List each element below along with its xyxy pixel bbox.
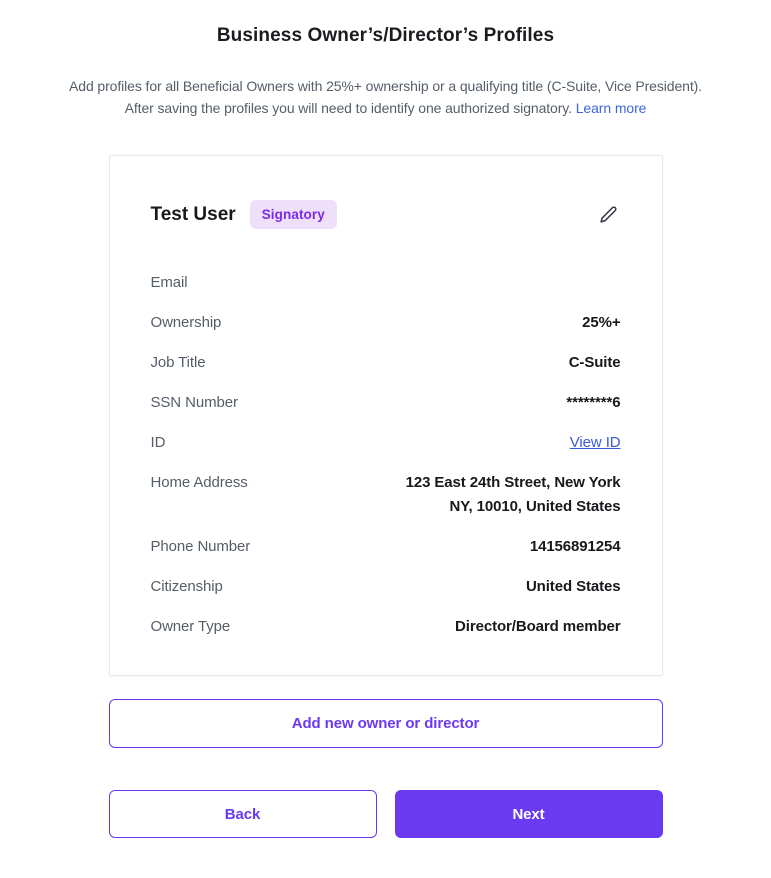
- signatory-badge: Signatory: [250, 200, 337, 229]
- field-row-home-address: [151, 471, 621, 519]
- page-title: Business Owner’s/Director’s Profiles: [216, 25, 555, 46]
- back-button[interactable]: Back: [109, 790, 377, 838]
- next-button[interactable]: Next: [395, 790, 663, 838]
- subtitle-line-2-text: After saving the profiles you will need to identify one authorized signatory.: [124, 100, 572, 116]
- subtitle-line-2: [0, 97, 771, 119]
- page-subtitle: [0, 75, 771, 119]
- field-row-job-title: [151, 351, 621, 375]
- field-label-home-address: Home Address: [150, 474, 248, 491]
- field-row-citizenship: [151, 575, 621, 599]
- field-label-id: ID: [150, 434, 166, 451]
- page: [0, 24, 771, 854]
- subtitle-line-1: Add profiles for all Beneficial Owners with 25%+ ownership or a qualifying title (C-Suite, Vice President).: [69, 78, 702, 94]
- field-value-job-title: C-Suite: [568, 354, 621, 371]
- view-id-link[interactable]: View ID: [569, 434, 621, 451]
- field-label-owner-type: Owner Type: [150, 618, 231, 635]
- field-value-ssn: ********6: [566, 394, 621, 411]
- profile-card-header: [151, 200, 621, 229]
- home-address-line-1: 123 East 24th Street, New York: [405, 474, 621, 491]
- field-label-citizenship: Citizenship: [150, 578, 223, 595]
- field-label-job-title: Job Title: [150, 354, 206, 371]
- field-value-home-address: [406, 471, 621, 519]
- profile-fields: [151, 271, 621, 639]
- pencil-icon: [597, 204, 619, 226]
- field-value-citizenship: United States: [525, 578, 621, 595]
- owner-name: Test User: [150, 203, 236, 225]
- field-row-owner-type: [151, 615, 621, 639]
- field-value-ownership: 25%+: [582, 314, 621, 331]
- field-row-id: [151, 431, 621, 455]
- footer-actions: [109, 790, 663, 838]
- field-label-ssn: SSN Number: [150, 394, 238, 411]
- field-label-ownership: Ownership: [150, 314, 222, 331]
- field-value-owner-type: Director/Board member: [455, 618, 621, 635]
- field-label-email: Email: [150, 274, 188, 291]
- profile-card: [109, 155, 663, 676]
- home-address-line-2: NY, 10010, United States: [449, 498, 621, 515]
- learn-more-link[interactable]: Learn more: [575, 100, 647, 116]
- field-value-phone: 14156891254: [529, 538, 621, 555]
- field-row-email: [151, 271, 621, 295]
- field-row-ssn: [151, 391, 621, 415]
- field-row-phone: [151, 535, 621, 559]
- field-label-phone: Phone Number: [150, 538, 251, 555]
- add-owner-button[interactable]: Add new owner or director: [109, 699, 663, 748]
- field-row-ownership: [151, 311, 621, 335]
- edit-profile-button[interactable]: [595, 202, 621, 228]
